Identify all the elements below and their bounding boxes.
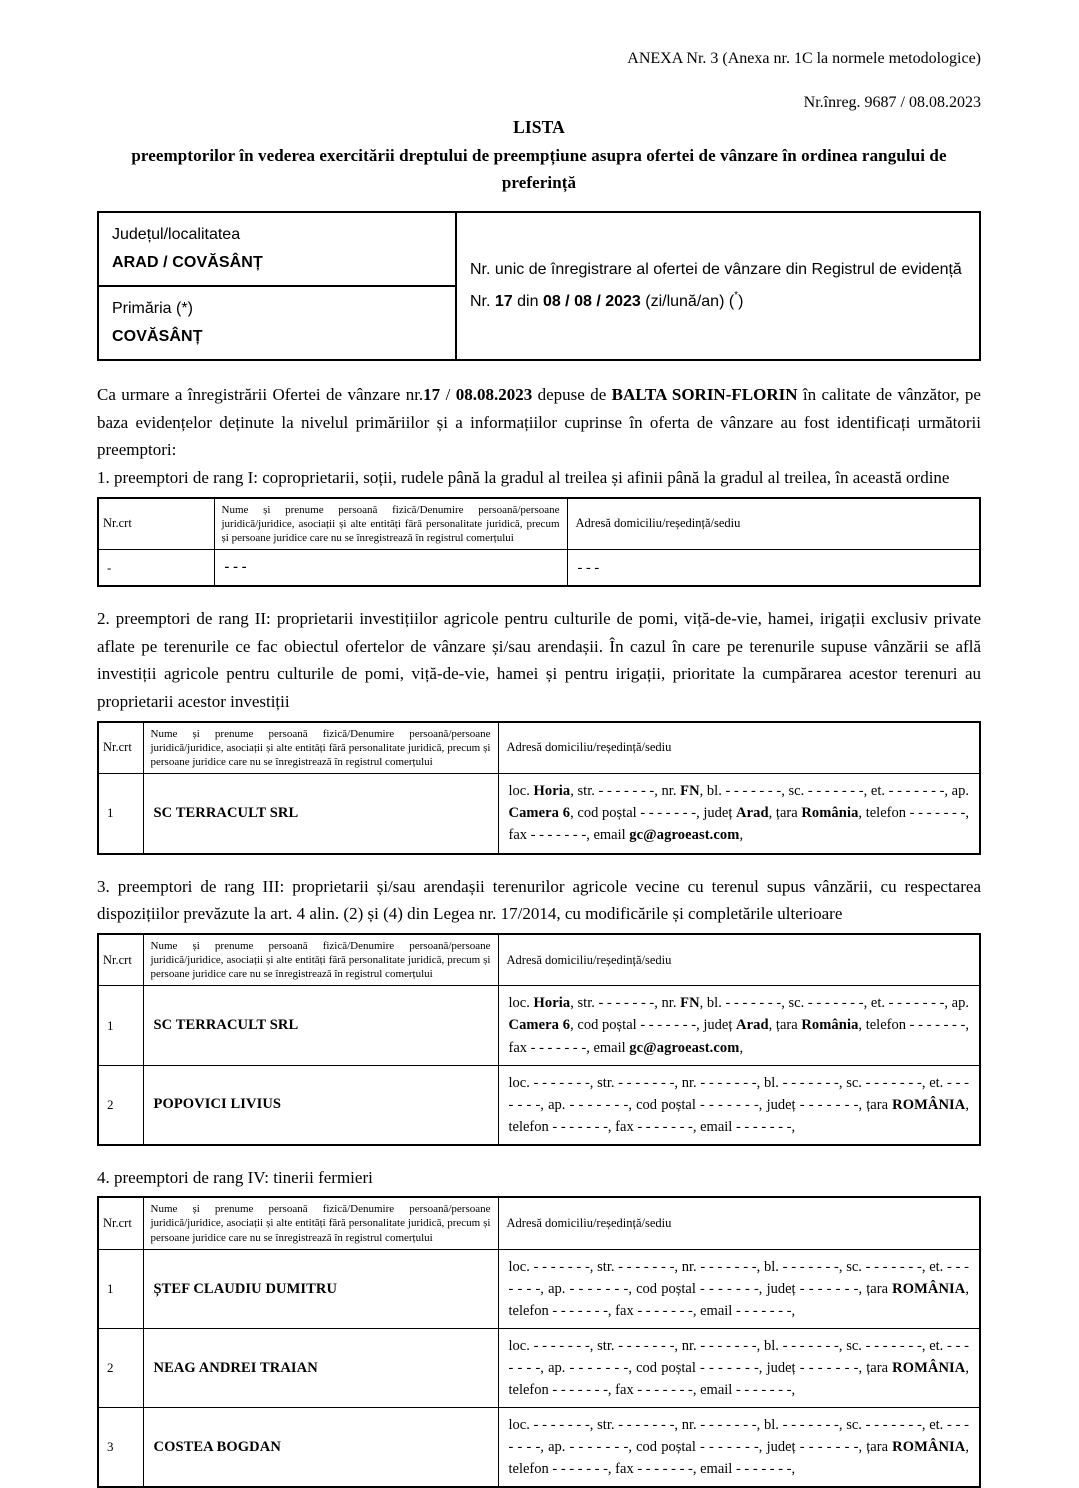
col-header-name: Nume și prenume persoană fizică/Denumire persoană/persoane juridică/juridice, asociații și alte entități fără personalitate juridică, precum și persoane juridice care nu se înregistrează în registrul comerțului xyxy=(143,934,498,986)
name-cell: POPOVICI LIVIUS xyxy=(143,1065,498,1145)
name-cell: SC TERRACULT SRL xyxy=(143,986,498,1065)
header-row xyxy=(98,934,980,986)
address-cell: loc. - - - - - - -, str. - - - - - - -, nr. - - - - - - -, bl. - - - - - - -, sc. - - - - - - -, et. - - - - - - -, ap. - - - - - - -, cod poștal - - - - - - -, județ - - - - - - -, țara ROMÂNIA, telefon - - - - - - -, fax - - - - - - -, email - - - - - - -, xyxy=(498,1408,980,1488)
col-header-address: Adresă domiciliu/reședință/sediu xyxy=(498,722,980,774)
col-header-name: Nume și prenume persoană fizică/Denumire persoană/persoane juridică/juridice, asociații și alte entități fără personalitate juridică, precum și persoane juridice care nu se înregistrează în registrul comerțului xyxy=(143,722,498,774)
col-header-nr: Nr.crt xyxy=(98,934,143,986)
county-value: ARAD / COVĂSÂNȚ xyxy=(112,254,263,272)
city-hall-label: Primăria (*) xyxy=(112,300,193,318)
table-row xyxy=(98,1065,980,1145)
col-header-address: Adresă domiciliu/reședință/sediu xyxy=(498,934,980,986)
name-cell: ȘTEF CLAUDIU DUMITRU xyxy=(143,1250,498,1329)
address-cell: loc. - - - - - - -, str. - - - - - - -, nr. - - - - - - -, bl. - - - - - - -, sc. - - - - - - -, et. - - - - - - -, ap. - - - - - - -, cod poștal - - - - - - -, județ - - - - - - -, țara ROMÂNIA, telefon - - - - - - -, fax - - - - - - -, email - - - - - - -, xyxy=(498,1250,980,1329)
rang4-heading: 4. preemptori de rang IV: tinerii fermieri xyxy=(97,1167,373,1187)
header-row xyxy=(98,722,980,774)
offer-registration-cell xyxy=(456,212,980,360)
col-header-nr: Nr.crt xyxy=(98,722,143,774)
row-number-cell: 1 xyxy=(98,1250,143,1329)
row-number-cell: 2 xyxy=(98,1329,143,1408)
table-row xyxy=(98,1329,980,1408)
offer-registration-text: Nr. unic de înregistrare al ofertei de vânzare din Registrul de evidență xyxy=(470,261,962,279)
address-cell: loc. - - - - - - -, str. - - - - - - -, nr. - - - - - - -, bl. - - - - - - -, sc. - - - - - - -, et. - - - - - - -, ap. - - - - - - -, cod poștal - - - - - - -, județ - - - - - - -, țara ROMÂNIA, telefon - - - - - - -, fax - - - - - - -, email - - - - - - -, xyxy=(498,1065,980,1145)
address-cell: loc. Horia, str. - - - - - - -, nr. FN, bl. - - - - - - -, sc. - - - - - - -, et. - - - - - - -, ap. Camera 6, cod poștal - - - - - - -, județ Arad, țara România, telefon - - - - - - -, fax - - - - - - -, email gc@agroeast.com, xyxy=(498,774,980,854)
row-number-cell: 3 xyxy=(98,1408,143,1488)
document-title: LISTA xyxy=(513,117,565,137)
col-header-address: Adresă domiciliu/reședință/sediu xyxy=(498,1197,980,1249)
table-row xyxy=(98,774,980,854)
row-number-cell: 1 xyxy=(98,774,143,854)
rang3-heading: 3. preemptori de rang III: proprietarii și/sau arendașii terenurilor agricole vecine cu terenul supus vânzării, cu respectarea dispozițiilor prevăzute la art. 4 alin. (2) și (4) din Legea nr. 17/2014, cu modificările și completările ulterioare xyxy=(97,876,981,924)
address-cell: loc. Horia, str. - - - - - - -, nr. FN, bl. - - - - - - -, sc. - - - - - - -, et. - - - - - - -, ap. Camera 6, cod poștal - - - - - - -, județ Arad, țara România, telefon - - - - - - -, fax - - - - - - -, email gc@agroeast.com, xyxy=(498,986,980,1065)
table-row xyxy=(98,1250,980,1329)
name-cell: COSTEA BOGDAN xyxy=(143,1408,498,1488)
rang3-table xyxy=(97,933,981,1146)
name-cell: SC TERRACULT SRL xyxy=(143,774,498,854)
anexa-reference: ANEXA Nr. 3 (Anexa nr. 1C la normele metodologice) xyxy=(627,50,981,67)
document-subtitle: preemptorilor în vederea exercitării dreptului de preempțiune asupra ofertei de vânzare în ordinea rangului de preferință xyxy=(131,146,947,193)
row-number-cell: 2 xyxy=(98,1065,143,1145)
col-header-nr: Nr.crt xyxy=(98,498,214,550)
col-header-name: Nume și prenume persoană fizică/Denumire persoană/persoane juridică/juridice, asociații și alte entități fără personalitate juridică, precum și persoane juridice care nu se înregistrează în registrul comerțului xyxy=(214,498,567,550)
intro-paragraph: Ca urmare a înregistrării Ofertei de vânzare nr.17 / 08.08.2023 depuse de BALTA SORIN-FLORIN în calitate de vânzător, pe baza evidențelor deținute la nivelul primăriilor și a informațiilor cuprinse în oferta de vânzare au fost identificați următorii preemptori: xyxy=(97,385,981,460)
rang2-heading: 2. preemptori de rang II: proprietarii investițiilor agricole pentru culturile de pomi, viță-de-vie, hamei, irigații exclusiv private aflate pe terenurile ce fac obiectul ofertelor de vânzare și/sau arendașii. În cazul în care pe terenurile supuse vânzării se află investiții agricole pentru culturile de pomi, viță-de-vie, hamei și pentru irigații, prioritate la cumpărarea acestor terenuri au proprietarii acestor investiții xyxy=(97,609,981,711)
rang2-table xyxy=(97,721,981,855)
name-cell: - - - xyxy=(214,550,567,587)
col-header-address: Adresă domiciliu/reședință/sediu xyxy=(567,498,980,550)
table-row xyxy=(98,986,980,1065)
rang4-table xyxy=(97,1196,981,1488)
county-cell xyxy=(98,212,456,286)
county-label: Județul/localitatea xyxy=(112,226,241,244)
table-row xyxy=(98,1408,980,1488)
rang1-table xyxy=(97,497,981,588)
col-header-name: Nume și prenume persoană fizică/Denumire persoană/persoane juridică/juridice, asociații și alte entități fără personalitate juridică, precum și persoane juridice care nu se înregistrează în registrul comerțului xyxy=(143,1197,498,1249)
address-cell: loc. - - - - - - -, str. - - - - - - -, nr. - - - - - - -, bl. - - - - - - -, sc. - - - - - - -, et. - - - - - - -, ap. - - - - - - -, cod poștal - - - - - - -, județ - - - - - - -, țara ROMÂNIA, telefon - - - - - - -, fax - - - - - - -, email - - - - - - -, xyxy=(498,1329,980,1408)
offer-registration-number: Nr. 17 din 08 / 08 / 2023 (zi/lună/an) (*) xyxy=(470,290,744,311)
row-number-cell: 1 xyxy=(98,986,143,1065)
registration-number: Nr.înreg. 9687 / 08.08.2023 xyxy=(803,94,981,111)
address-cell: - - - xyxy=(567,550,980,587)
table-row xyxy=(98,550,980,587)
city-hall-value: COVĂSÂNȚ xyxy=(112,328,203,346)
city-hall-cell xyxy=(98,286,456,360)
row-number-cell: - xyxy=(98,550,214,587)
registration-info-table xyxy=(97,211,981,361)
header-row xyxy=(98,498,980,550)
col-header-nr: Nr.crt xyxy=(98,1197,143,1249)
name-cell: NEAG ANDREI TRAIAN xyxy=(143,1329,498,1408)
county-row xyxy=(98,212,980,286)
rang1-heading: 1. preemptori de rang I: coproprietarii, soții, rudele până la gradul al treilea și afinii până la gradul al treilea, în această ordine xyxy=(97,467,950,487)
header-row xyxy=(98,1197,980,1249)
